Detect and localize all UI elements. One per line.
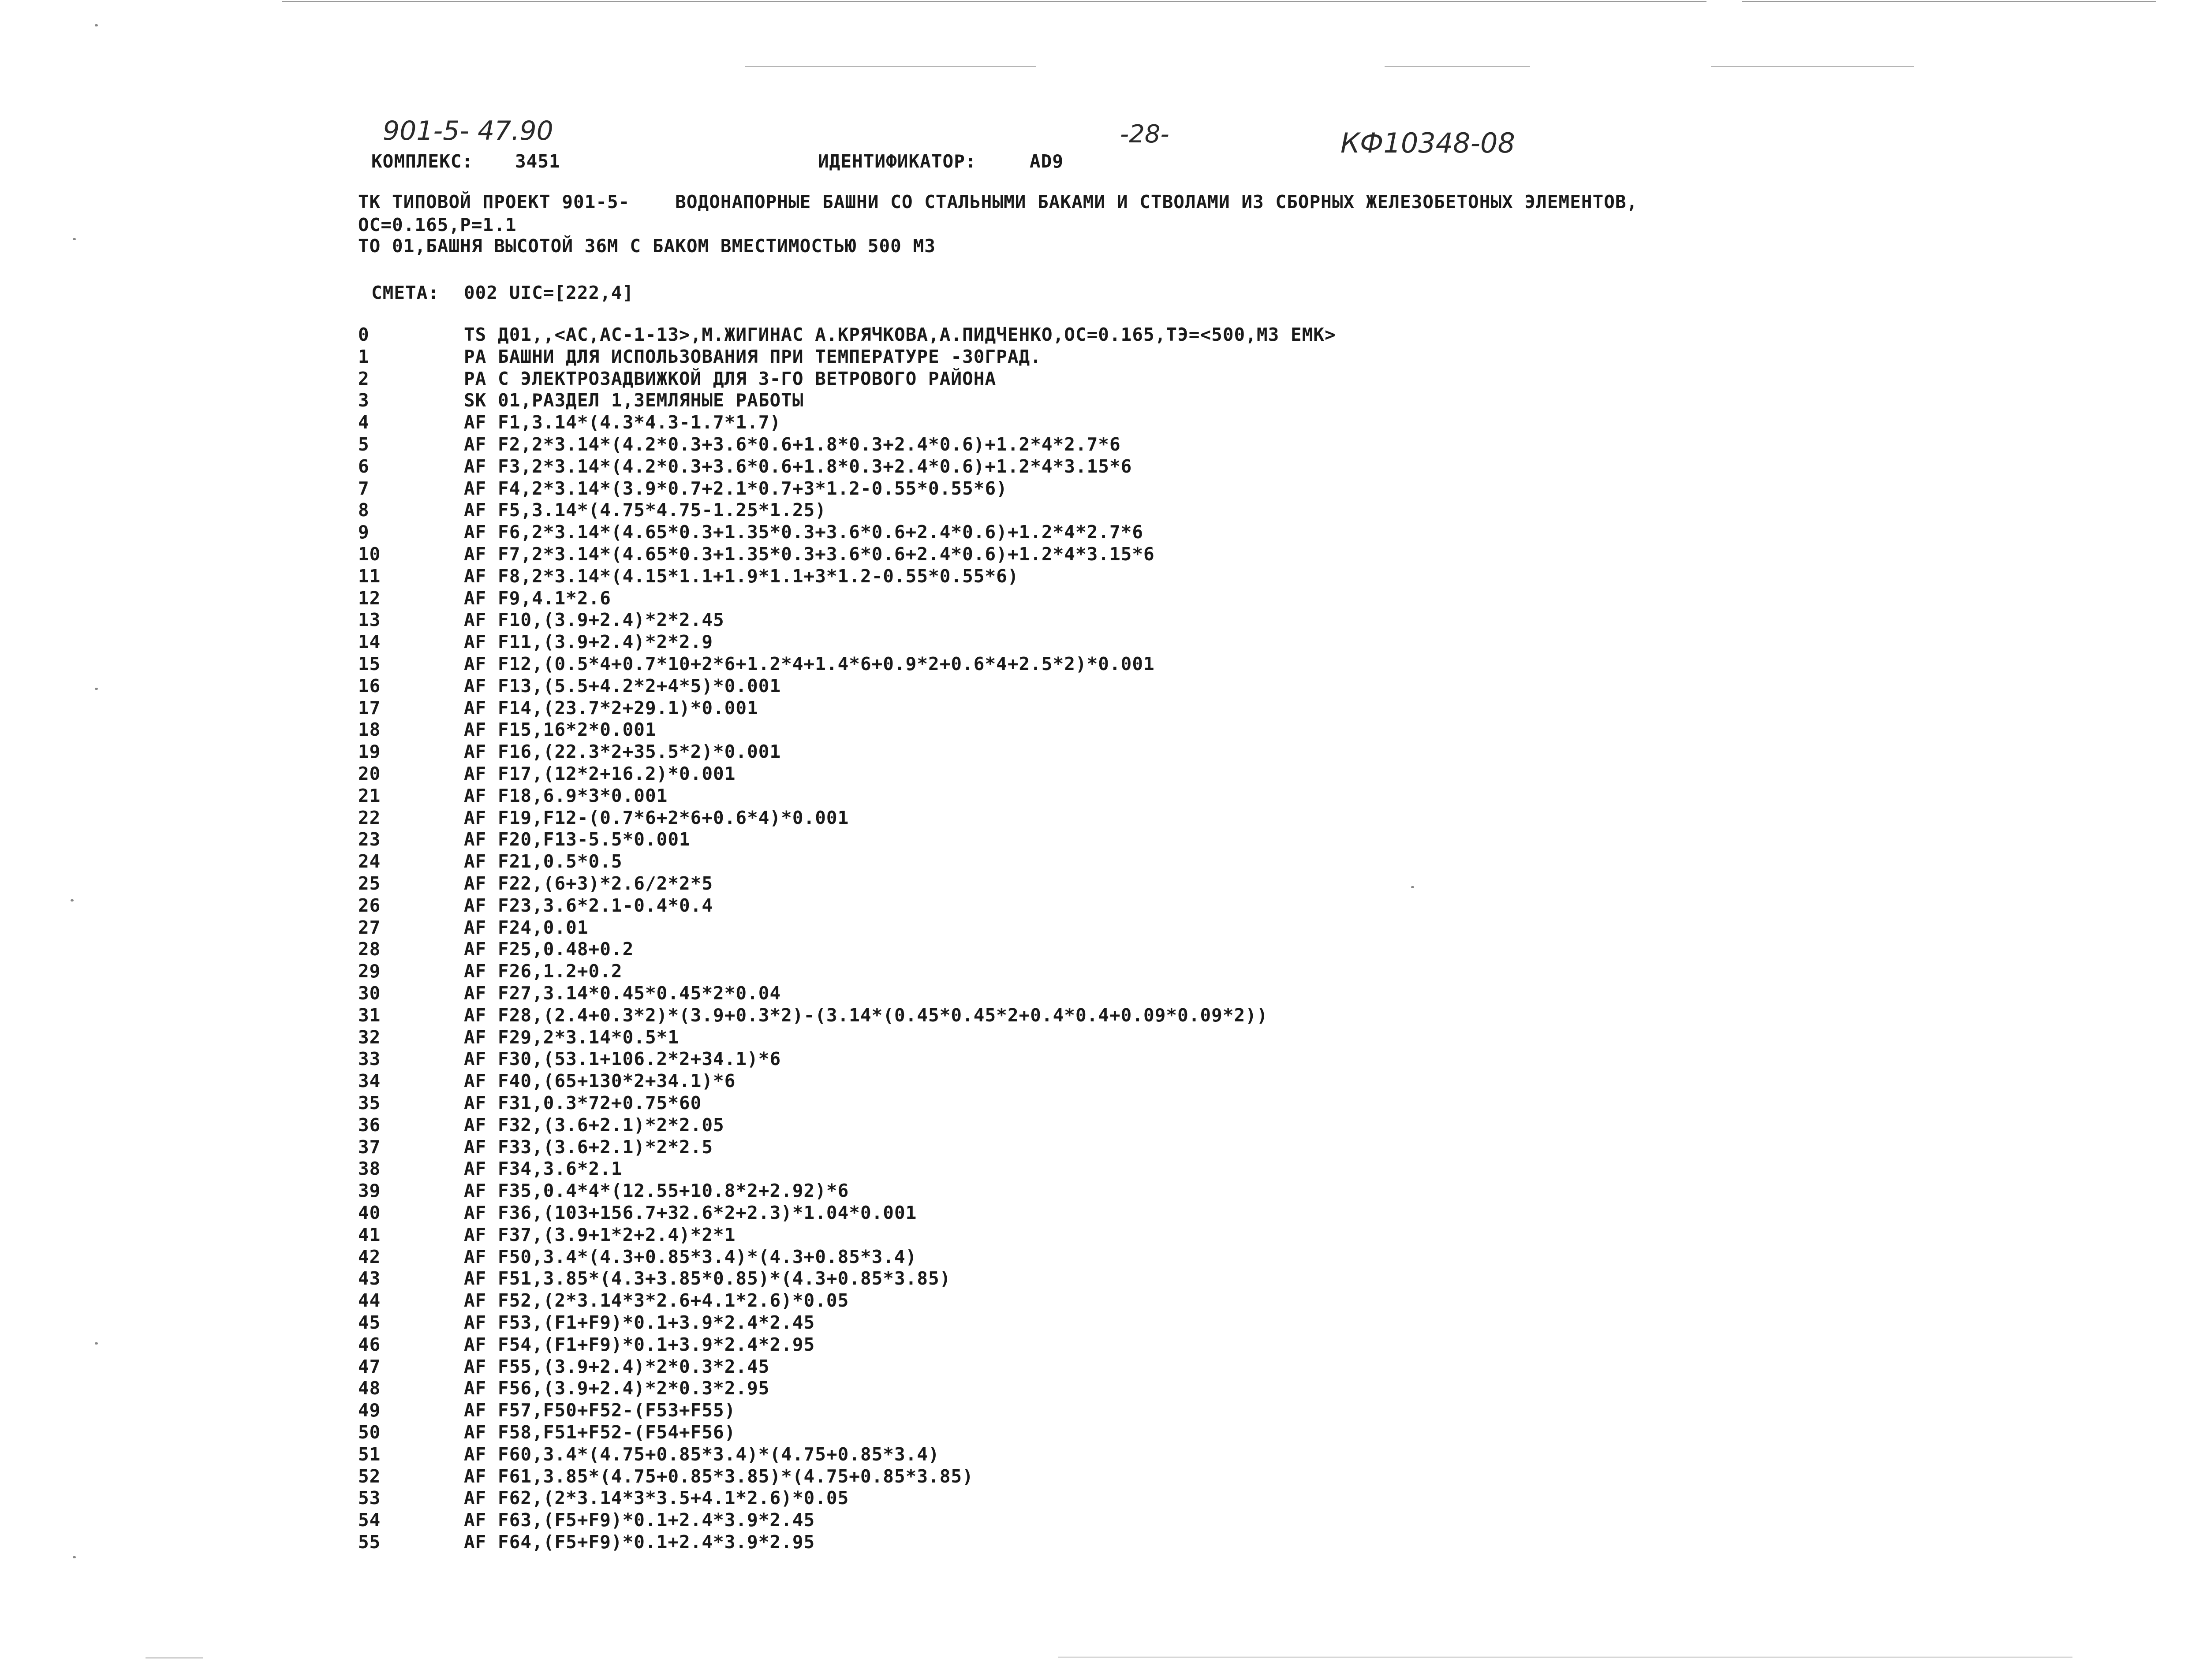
line-code: AF F28,(2.4+0.3*2)*(3.9+0.3*2)-(3.14*(0.45*0.45*2+0.4*0.4+0.09*0.09*2))	[464, 1004, 1268, 1026]
listing-line	[0, 961, 2188, 983]
line-code: AF F50,3.4*(4.3+0.85*3.4)*(4.3+0.85*3.4)	[464, 1246, 917, 1267]
line-code: AF F12,(0.5*4+0.7*10+2*6+1.2*4+1.4*6+0.9*2+0.6*4+2.5*2)*0.001	[464, 653, 1155, 674]
listing-line	[0, 1114, 2188, 1136]
listing-line	[0, 1180, 2188, 1202]
listing-line	[0, 1487, 2188, 1509]
listing-line	[0, 873, 2188, 895]
line-code: AF F26,1.2+0.2	[464, 961, 623, 982]
listing-line	[0, 763, 2188, 785]
line-code: AF F3,2*3.14*(4.2*0.3+3.6*0.6+1.8*0.3+2.4*0.6)+1.2*4*3.15*6	[464, 455, 1132, 477]
line-number: 44	[358, 1290, 381, 1311]
line-number: 9	[358, 522, 370, 543]
scan-top-rule-right	[1742, 1, 2156, 2]
line-code: AF F30,(53.1+106.2*2+34.1)*6	[464, 1048, 781, 1070]
listing-line	[0, 1005, 2188, 1027]
listing-line	[0, 434, 2188, 456]
line-code: AF F8,2*3.14*(4.15*1.1+1.9*1.1+3*1.2-0.55*0.55*6)	[464, 565, 1019, 587]
line-code: AF F35,0.4*4*(12.55+10.8*2+2.92)*6	[464, 1180, 849, 1202]
listing-line	[0, 741, 2188, 763]
line-code: AF F1,3.14*(4.3*4.3-1.7*1.7)	[464, 412, 781, 433]
line-code: AF F23,3.6*2.1-0.4*0.4	[464, 894, 713, 916]
line-number: 54	[358, 1509, 381, 1531]
listing-line	[0, 1356, 2188, 1378]
listing-line	[0, 829, 2188, 851]
listing-line	[0, 785, 2188, 807]
line-number: 16	[358, 675, 381, 697]
listing-line	[0, 324, 2188, 346]
line-code: AF F55,(3.9+2.4)*2*0.3*2.45	[464, 1356, 770, 1377]
line-code: AF F24,0.01	[464, 916, 589, 938]
line-number: 51	[358, 1443, 381, 1465]
listing-line	[0, 588, 2188, 610]
listing-line	[0, 346, 2188, 368]
listing-line	[0, 1268, 2188, 1290]
scan-dash-rule-3	[1711, 66, 1914, 67]
line-code: AF F2,2*3.14*(4.2*0.3+3.6*0.6+1.8*0.3+2.4*0.6)+1.2*4*2.7*6	[464, 434, 1121, 455]
line-code: AF F29,2*3.14*0.5*1	[464, 1026, 679, 1048]
line-number: 39	[358, 1180, 381, 1202]
line-number: 2	[358, 368, 370, 389]
complex-value: 3451	[515, 151, 560, 172]
line-number: 52	[358, 1465, 381, 1487]
listing-line	[0, 697, 2188, 719]
line-code: AF F4,2*3.14*(3.9*0.7+2.1*0.7+3*1.2-0.55*0.55*6)	[464, 477, 1008, 499]
line-code: AF F62,(2*3.14*3*3.5+4.1*2.6)*0.05	[464, 1487, 849, 1509]
line-number: 38	[358, 1158, 381, 1180]
line-code: AF F37,(3.9+1*2+2.4)*2*1	[464, 1224, 736, 1245]
listing-line	[0, 1422, 2188, 1444]
listing-line	[0, 917, 2188, 939]
line-code: AF F32,(3.6+2.1)*2*2.05	[464, 1114, 724, 1136]
line-code: AF F31,0.3*72+0.75*60	[464, 1092, 702, 1114]
line-code: AF F7,2*3.14*(4.65*0.3+1.35*0.3+3.6*0.6+2.4*0.6)+1.2*4*3.15*6	[464, 544, 1155, 565]
line-number: 27	[358, 916, 381, 938]
listing-line	[0, 1202, 2188, 1224]
line-number: 10	[358, 544, 381, 565]
listing-line	[0, 544, 2188, 566]
line-number: 49	[358, 1400, 381, 1421]
listing-line	[0, 939, 2188, 961]
line-number: 30	[358, 983, 381, 1004]
line-number: 34	[358, 1070, 381, 1092]
line-code: AF F54,(F1+F9)*0.1+3.9*2.4*2.95	[464, 1334, 815, 1355]
line-code: AF F58,F51+F52-(F54+F56)	[464, 1422, 736, 1443]
line-code: AF F57,F50+F52-(F53+F55)	[464, 1400, 736, 1421]
line-number: 0	[358, 324, 370, 345]
line-code: AF F6,2*3.14*(4.65*0.3+1.35*0.3+3.6*0.6+2.4*0.6)+1.2*4*2.7*6	[464, 522, 1144, 543]
line-code: AF F9,4.1*2.6	[464, 587, 611, 609]
listing-line	[0, 1246, 2188, 1268]
project-title-line3: ТО 01,БАШНЯ ВЫСОТОЙ 36М С БАКОМ ВМЕСТИМОСТЬЮ 500 М3	[358, 235, 936, 257]
line-code: AF F11,(3.9+2.4)*2*2.9	[464, 631, 713, 653]
line-number: 42	[358, 1246, 381, 1267]
listing-line	[0, 1092, 2188, 1114]
listing-line	[0, 566, 2188, 588]
line-code: AF F36,(103+156.7+32.6*2+2.3)*1.04*0.001	[464, 1202, 917, 1223]
line-number: 40	[358, 1202, 381, 1223]
line-code: AF F33,(3.6+2.1)*2*2.5	[464, 1136, 713, 1158]
line-number: 26	[358, 894, 381, 916]
line-number: 33	[358, 1048, 381, 1070]
line-number: 37	[358, 1136, 381, 1158]
line-number: 15	[358, 653, 381, 674]
line-number: 18	[358, 719, 381, 741]
line-code: AF F27,3.14*0.45*0.45*2*0.04	[464, 983, 781, 1004]
line-code: AF F5,3.14*(4.75*4.75-1.25*1.25)	[464, 499, 826, 521]
listing-line	[0, 368, 2188, 390]
line-number: 36	[358, 1114, 381, 1136]
line-number: 24	[358, 851, 381, 872]
listing-line	[0, 1378, 2188, 1400]
line-code: AF F16,(22.3*2+35.5*2)*0.001	[464, 741, 781, 763]
line-number: 47	[358, 1356, 381, 1377]
line-code: AF F18,6.9*3*0.001	[464, 785, 668, 806]
scan-bottom-rule	[1058, 1657, 2072, 1658]
listing-line	[0, 1466, 2188, 1488]
line-code: SK 01,РАЗДЕЛ 1,ЗЕМЛЯНЫЕ РАБОТЫ	[464, 390, 804, 411]
line-number: 17	[358, 697, 381, 719]
listing-line	[0, 390, 2188, 412]
line-number: 6	[358, 455, 370, 477]
line-number: 45	[358, 1312, 381, 1333]
listing-line	[0, 1312, 2188, 1334]
line-code: AF F53,(F1+F9)*0.1+3.9*2.4*2.45	[464, 1312, 815, 1333]
handwritten-code: КФ10348-08	[1340, 127, 1515, 159]
line-code: AF F10,(3.9+2.4)*2*2.45	[464, 609, 724, 631]
line-number: 5	[358, 434, 370, 455]
listing-line	[0, 1048, 2188, 1070]
line-number: 8	[358, 499, 370, 521]
handwritten-project-number: 901-5- 47.90	[383, 115, 553, 146]
line-number: 21	[358, 785, 381, 806]
listing-line	[0, 1334, 2188, 1356]
identifier-value: AD9	[1030, 151, 1064, 172]
line-number: 1	[358, 346, 370, 367]
line-code: AF F40,(65+130*2+34.1)*6	[464, 1070, 736, 1092]
line-number: 13	[358, 609, 381, 631]
listing-line	[0, 1158, 2188, 1180]
scan-speck	[73, 238, 76, 240]
listing-line	[0, 1509, 2188, 1531]
listing-line	[0, 1290, 2188, 1312]
scan-speck	[95, 24, 98, 26]
line-number: 55	[358, 1531, 381, 1553]
line-code: TS Д01,,<AC,AC-1-13>,М.ЖИГИНАС А.КРЯЧКОВА,А.ПИДЧЕНКО,ОС=0.165,ТЭ=<500,М3 ЕМК>	[464, 324, 1336, 345]
listing-line	[0, 719, 2188, 741]
listing-line	[0, 851, 2188, 873]
scan-top-rule	[282, 1, 1706, 2]
listing-line	[0, 456, 2188, 478]
line-code: AF F15,16*2*0.001	[464, 719, 657, 741]
line-code: AF F51,3.85*(4.3+3.85*0.85)*(4.3+0.85*3.85)	[464, 1268, 951, 1289]
scan-dash-rule-2	[1385, 66, 1530, 67]
line-number: 46	[358, 1334, 381, 1355]
listing-line	[0, 1531, 2188, 1553]
estimate-label: СМЕТА:	[371, 282, 440, 303]
project-title-line1: ТК ТИПОВОЙ ПРОЕКТ 901-5- ВОДОНАПОРНЫЕ БАШНИ СО СТАЛЬНЫМИ БАКАМИ И СТВОЛАМИ ИЗ СБОРНЫХ ЖЕЛЕЗОБЕТОНЫХ ЭЛЕМЕНТОВ,	[358, 191, 1638, 212]
line-code: AF F25,0.48+0.2	[464, 939, 634, 960]
listing-line	[0, 1070, 2188, 1092]
listing-line	[0, 478, 2188, 500]
line-code: PA БАШНИ ДЛЯ ИСПОЛЬЗОВАНИЯ ПРИ ТЕМПЕРАТУРЕ -30ГРАД.	[464, 346, 1042, 367]
line-code: AF F63,(F5+F9)*0.1+2.4*3.9*2.45	[464, 1509, 815, 1531]
line-code: AF F20,F13-5.5*0.001	[464, 829, 691, 850]
line-code: AF F34,3.6*2.1	[464, 1158, 623, 1180]
line-code: AF F56,(3.9+2.4)*2*0.3*2.95	[464, 1378, 770, 1399]
listing-line	[0, 1027, 2188, 1049]
project-title-line2: ОС=0.165,Р=1.1	[358, 214, 517, 235]
listing-line	[0, 412, 2188, 434]
listing-line	[0, 653, 2188, 675]
listing-line	[0, 631, 2188, 653]
listing-line	[0, 1444, 2188, 1466]
line-code: AF F22,(6+3)*2.6/2*2*5	[464, 873, 713, 894]
identifier-label: ИДЕНТИФИКАТОР:	[818, 151, 977, 172]
line-number: 20	[358, 763, 381, 784]
listing-line	[0, 1224, 2188, 1246]
line-number: 25	[358, 873, 381, 894]
line-number: 11	[358, 565, 381, 587]
line-number: 29	[358, 961, 381, 982]
listing-line	[0, 522, 2188, 544]
line-number: 41	[358, 1224, 381, 1245]
line-code: AF F64,(F5+F9)*0.1+2.4*3.9*2.95	[464, 1531, 815, 1553]
listing-line	[0, 1400, 2188, 1422]
listing-line	[0, 675, 2188, 697]
line-number: 7	[358, 477, 370, 499]
line-number: 53	[358, 1487, 381, 1509]
line-number: 3	[358, 390, 370, 411]
listing-line	[0, 609, 2188, 631]
line-code: AF F52,(2*3.14*3*2.6+4.1*2.6)*0.05	[464, 1290, 849, 1311]
complex-label: КОМПЛЕКС:	[371, 151, 474, 172]
line-code: AF F19,F12-(0.7*6+2*6+0.6*4)*0.001	[464, 807, 849, 828]
line-code: AF F13,(5.5+4.2*2+4*5)*0.001	[464, 675, 781, 697]
line-number: 50	[358, 1422, 381, 1443]
listing-line	[0, 807, 2188, 829]
line-number: 48	[358, 1378, 381, 1399]
listing-line	[0, 983, 2188, 1005]
line-number: 19	[358, 741, 381, 763]
line-code: AF F21,0.5*0.5	[464, 851, 623, 872]
line-number: 4	[358, 412, 370, 433]
line-number: 31	[358, 1004, 381, 1026]
line-number: 28	[358, 939, 381, 960]
page-number: -28-	[1120, 120, 1169, 149]
line-number: 35	[358, 1092, 381, 1114]
line-number: 12	[358, 587, 381, 609]
listing-line	[0, 895, 2188, 917]
listing-line	[0, 499, 2188, 522]
line-number: 32	[358, 1026, 381, 1048]
line-number: 22	[358, 807, 381, 828]
estimate-value: 002 UIC=[222,4]	[464, 282, 634, 303]
line-code: AF F60,3.4*(4.75+0.85*3.4)*(4.75+0.85*3.4)	[464, 1443, 940, 1465]
line-code: AF F61,3.85*(4.75+0.85*3.85)*(4.75+0.85*3.85)	[464, 1465, 974, 1487]
line-code: AF F14,(23.7*2+29.1)*0.001	[464, 697, 758, 719]
scan-dash-rule	[745, 66, 1036, 67]
line-number: 14	[358, 631, 381, 653]
line-number: 43	[358, 1268, 381, 1289]
line-code: PA С ЭЛЕКТРОЗАДВИЖКОЙ ДЛЯ 3-ГО ВЕТРОВОГО РАЙОНА	[464, 368, 997, 389]
listing-line	[0, 1136, 2188, 1158]
scan-speck	[73, 1556, 76, 1558]
line-code: AF F17,(12*2+16.2)*0.001	[464, 763, 736, 784]
line-number: 23	[358, 829, 381, 850]
